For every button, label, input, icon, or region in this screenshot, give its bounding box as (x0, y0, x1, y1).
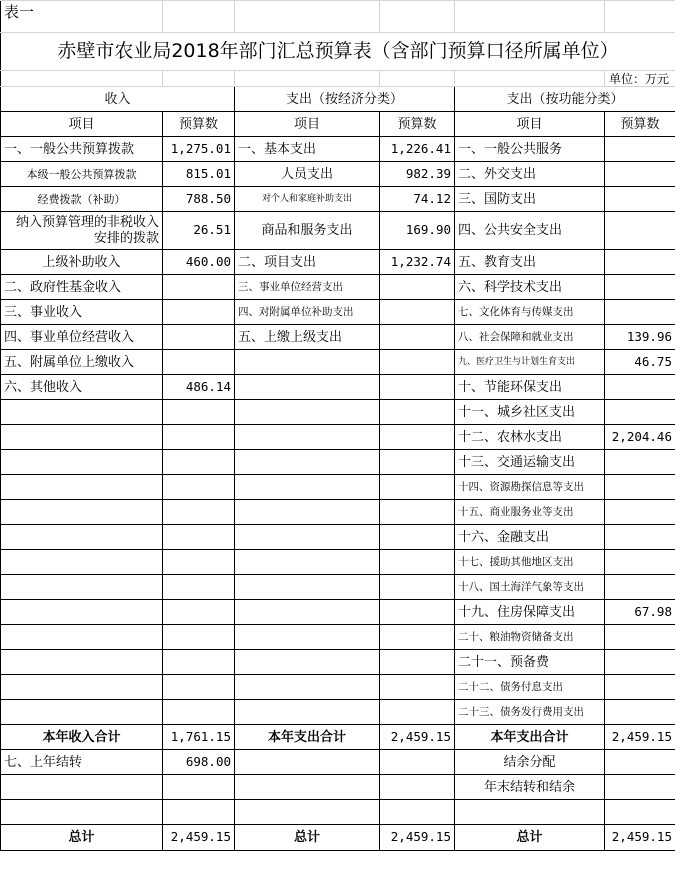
table-row-cell (605, 212, 675, 250)
table-row-cell (1, 500, 163, 525)
tail-row-cell (455, 800, 605, 825)
table-row-cell (1, 475, 163, 500)
table-row-cell (380, 700, 455, 725)
table-row-cell: 十二、农林水支出 (455, 425, 605, 450)
table-row-cell: 十、节能环保支出 (455, 375, 605, 400)
table-row-cell (380, 350, 455, 375)
label-row (1, 1, 675, 33)
table-row-cell: 人员支出 (235, 162, 380, 187)
table-row (1, 275, 675, 300)
table-row (1, 700, 675, 725)
tail-row-cell (380, 775, 455, 800)
table-row-cell: 三、事业单位经营支出 (235, 275, 380, 300)
group-header: 支出（按经济分类） (235, 87, 455, 112)
table-row-cell (1, 575, 163, 600)
unit-row (1, 71, 675, 87)
table-row-cell (380, 650, 455, 675)
table-row-cell: 六、其他收入 (1, 375, 163, 400)
table-row-cell (380, 625, 455, 650)
table-row-cell (1, 650, 163, 675)
table-row (1, 500, 675, 525)
grand-total-row-cell: 总计 (455, 825, 605, 851)
table-row (1, 250, 675, 275)
table-row (1, 400, 675, 425)
tail-row-cell (235, 750, 380, 775)
table-row-cell (605, 475, 675, 500)
table-row (1, 600, 675, 625)
table-row-cell: 五、上缴上级支出 (235, 325, 380, 350)
year-total-row-cell: 本年收入合计 (1, 725, 163, 750)
table-row-cell (235, 400, 380, 425)
table-row (1, 375, 675, 400)
table-row-cell (380, 425, 455, 450)
table-row-cell (605, 162, 675, 187)
table-row (1, 625, 675, 650)
table-row (1, 187, 675, 212)
table-row-cell (163, 350, 235, 375)
table-row-cell: 四、事业单位经营收入 (1, 325, 163, 350)
table-row-cell (1, 675, 163, 700)
table-row-cell (163, 675, 235, 700)
table-row-cell: 169.90 (380, 212, 455, 250)
grand-total-row-cell: 2,459.15 (380, 825, 455, 851)
year-total-row-cell: 1,761.15 (163, 725, 235, 750)
table-row-cell: 一、一般公共服务 (455, 137, 605, 162)
table-row-cell (1, 700, 163, 725)
tail-row (1, 775, 675, 800)
table-row-cell: 460.00 (163, 250, 235, 275)
table-row-cell (605, 675, 675, 700)
table-row-cell (235, 550, 380, 575)
table-row-cell: 对个人和家庭补助支出 (235, 187, 380, 212)
table-row (1, 350, 675, 375)
table-row-cell: 十五、商业服务业等支出 (455, 500, 605, 525)
table-row (1, 550, 675, 575)
table-row-cell: 本级一般公共预算拨款 (1, 162, 163, 187)
table-row-cell: 七、文化体育与传媒支出 (455, 300, 605, 325)
table-row-cell (605, 650, 675, 675)
column-header: 预算数 (163, 112, 235, 137)
table-row-cell: 五、附属单位上缴收入 (1, 350, 163, 375)
column-header: 项目 (1, 112, 163, 137)
table-row-cell: 67.98 (605, 600, 675, 625)
table-row-cell (235, 675, 380, 700)
table-row-cell (380, 400, 455, 425)
tail-row-cell: 年末结转和结余 (455, 775, 605, 800)
table-row-cell (380, 675, 455, 700)
table-row-cell: 纳入预算管理的非税收入安排的拨款 (1, 212, 163, 250)
tail-row (1, 800, 675, 825)
table-row-cell (235, 450, 380, 475)
table-row-cell (163, 450, 235, 475)
table-row (1, 425, 675, 450)
table-row-cell: 26.51 (163, 212, 235, 250)
table-row-cell: 三、事业收入 (1, 300, 163, 325)
table-row-cell (605, 700, 675, 725)
table-row-cell (605, 275, 675, 300)
group-header: 支出（按功能分类） (455, 87, 675, 112)
table-row-cell (1, 450, 163, 475)
table-row (1, 650, 675, 675)
tail-row-cell (235, 800, 380, 825)
year-total-row-cell: 2,459.15 (605, 725, 675, 750)
table-row-cell (1, 400, 163, 425)
table-row-cell: 四、公共安全支出 (455, 212, 605, 250)
table-row (1, 212, 675, 250)
tail-row-cell: 结余分配 (455, 750, 605, 775)
table-row-cell (605, 250, 675, 275)
grand-total-row-cell: 总计 (1, 825, 163, 851)
page-title: 赤壁市农业局2018年部门汇总预算表（含部门预算口径所属单位） (1, 33, 675, 71)
table-row-cell: 1,275.01 (163, 137, 235, 162)
table-row-cell (163, 525, 235, 550)
table-row-cell (163, 650, 235, 675)
table-row-cell: 982.39 (380, 162, 455, 187)
tail-row-cell (605, 750, 675, 775)
table-row (1, 475, 675, 500)
table-row-cell (235, 600, 380, 625)
table-row-cell (163, 425, 235, 450)
table-row-cell (605, 137, 675, 162)
tail-row (1, 750, 675, 775)
column-header: 项目 (455, 112, 605, 137)
table-row-cell: 139.96 (605, 325, 675, 350)
tail-row-cell (605, 775, 675, 800)
table-row-cell: 2,204.46 (605, 425, 675, 450)
table-row-cell: 二十二、债务付息支出 (455, 675, 605, 700)
table-row-cell (235, 500, 380, 525)
table-row-cell: 十三、交通运输支出 (455, 450, 605, 475)
table-row-cell (605, 575, 675, 600)
table-row-cell (605, 450, 675, 475)
table-row-cell: 十八、国土海洋气象等支出 (455, 575, 605, 600)
tail-row-cell (1, 775, 163, 800)
group-header: 收入 (1, 87, 235, 112)
table-row-cell: 二十一、预备费 (455, 650, 605, 675)
tail-row-cell (380, 800, 455, 825)
table-row-cell: 经费拨款（补助） (1, 187, 163, 212)
table-row-cell (235, 475, 380, 500)
table-row-cell: 一、一般公共预算拨款 (1, 137, 163, 162)
table-row-cell (380, 300, 455, 325)
table-row-cell: 二、外交支出 (455, 162, 605, 187)
table-row-cell: 三、国防支出 (455, 187, 605, 212)
year-total-row (1, 725, 675, 750)
table-row-cell (380, 550, 455, 575)
table-row (1, 575, 675, 600)
table-row-cell: 九、医疗卫生与计划生育支出 (455, 350, 605, 375)
table-row-cell (163, 325, 235, 350)
table-row-cell: 商品和服务支出 (235, 212, 380, 250)
table-row (1, 300, 675, 325)
table-row (1, 325, 675, 350)
table-row-cell (1, 550, 163, 575)
tail-row-cell (1, 800, 163, 825)
table-row-cell: 二十三、债务发行费用支出 (455, 700, 605, 725)
table-row-cell (163, 600, 235, 625)
table-row-cell (380, 475, 455, 500)
table-row-cell (605, 300, 675, 325)
table-row-cell (380, 450, 455, 475)
table-row-cell (1, 600, 163, 625)
grand-total-row-cell: 2,459.15 (605, 825, 675, 851)
table-row-cell (605, 500, 675, 525)
table-row-cell: 788.50 (163, 187, 235, 212)
unit-label: 单位：万元 (605, 71, 675, 87)
table-row (1, 675, 675, 700)
table-row-cell: 十一、城乡社区支出 (455, 400, 605, 425)
table-row-cell: 五、教育支出 (455, 250, 605, 275)
table-row-cell: 46.75 (605, 350, 675, 375)
table-row-cell (1, 525, 163, 550)
table-row-cell (163, 625, 235, 650)
tail-row-cell (163, 800, 235, 825)
table-row-cell (605, 375, 675, 400)
table-row-cell: 一、基本支出 (235, 137, 380, 162)
table-row-cell: 十六、金融支出 (455, 525, 605, 550)
table-row-cell (235, 525, 380, 550)
table-row-cell (163, 475, 235, 500)
column-header-row (1, 112, 675, 137)
table-row (1, 162, 675, 187)
table-row-cell: 74.12 (380, 187, 455, 212)
grand-total-row-cell: 2,459.15 (163, 825, 235, 851)
table-row-cell (163, 575, 235, 600)
table-row-cell: 二、项目支出 (235, 250, 380, 275)
table-row-cell (605, 187, 675, 212)
table-row-cell (380, 525, 455, 550)
table-row-cell (605, 400, 675, 425)
table-row-cell: 1,226.41 (380, 137, 455, 162)
table-row-cell (163, 275, 235, 300)
table-row-cell: 六、科学技术支出 (455, 275, 605, 300)
title-row (1, 33, 675, 71)
year-total-row-cell: 本年支出合计 (455, 725, 605, 750)
table-label: 表一 (1, 1, 163, 33)
year-total-row-cell: 2,459.15 (380, 725, 455, 750)
tail-row-cell (163, 775, 235, 800)
table-row-cell (1, 425, 163, 450)
grand-total-row (1, 825, 675, 851)
table-row-cell (163, 300, 235, 325)
table-row-cell: 1,232.74 (380, 250, 455, 275)
table-row-cell: 十九、住房保障支出 (455, 600, 605, 625)
table-row-cell (605, 525, 675, 550)
table-row-cell: 上级补助收入 (1, 250, 163, 275)
table-row-cell (163, 500, 235, 525)
table-row-cell: 二、政府性基金收入 (1, 275, 163, 300)
tail-row-cell (605, 800, 675, 825)
table-row-cell (235, 350, 380, 375)
table-row-cell: 十七、援助其他地区支出 (455, 550, 605, 575)
tail-row-cell: 698.00 (163, 750, 235, 775)
table-row (1, 525, 675, 550)
column-header: 预算数 (380, 112, 455, 137)
table-row-cell (380, 325, 455, 350)
table-row-cell (163, 700, 235, 725)
table-row-cell (235, 425, 380, 450)
table-row-cell (163, 550, 235, 575)
table-row-cell (1, 625, 163, 650)
table-row-cell (380, 600, 455, 625)
table-row-cell (235, 575, 380, 600)
table-row-cell (235, 625, 380, 650)
column-header: 项目 (235, 112, 380, 137)
table-row-cell: 486.14 (163, 375, 235, 400)
table-row-cell (605, 625, 675, 650)
table-row-cell: 二十、粮油物资储备支出 (455, 625, 605, 650)
table-row-cell (235, 650, 380, 675)
table-row-cell: 八、社会保障和就业支出 (455, 325, 605, 350)
table-row-cell: 815.01 (163, 162, 235, 187)
table-row-cell (235, 375, 380, 400)
tail-row-cell (380, 750, 455, 775)
table-row-cell (380, 575, 455, 600)
table-row-cell (235, 700, 380, 725)
table-row (1, 137, 675, 162)
table-row-cell (605, 550, 675, 575)
grand-total-row-cell: 总计 (235, 825, 380, 851)
year-total-row-cell: 本年支出合计 (235, 725, 380, 750)
table-row-cell (380, 275, 455, 300)
table-row-cell (380, 500, 455, 525)
table-row-cell: 十四、资源勘探信息等支出 (455, 475, 605, 500)
tail-row-cell: 七、上年结转 (1, 750, 163, 775)
tail-row-cell (235, 775, 380, 800)
table-row (1, 450, 675, 475)
group-header-row (1, 87, 675, 112)
table-row-cell (163, 400, 235, 425)
table-row-cell: 四、对附属单位补助支出 (235, 300, 380, 325)
table-row-cell (380, 375, 455, 400)
column-header: 预算数 (605, 112, 675, 137)
